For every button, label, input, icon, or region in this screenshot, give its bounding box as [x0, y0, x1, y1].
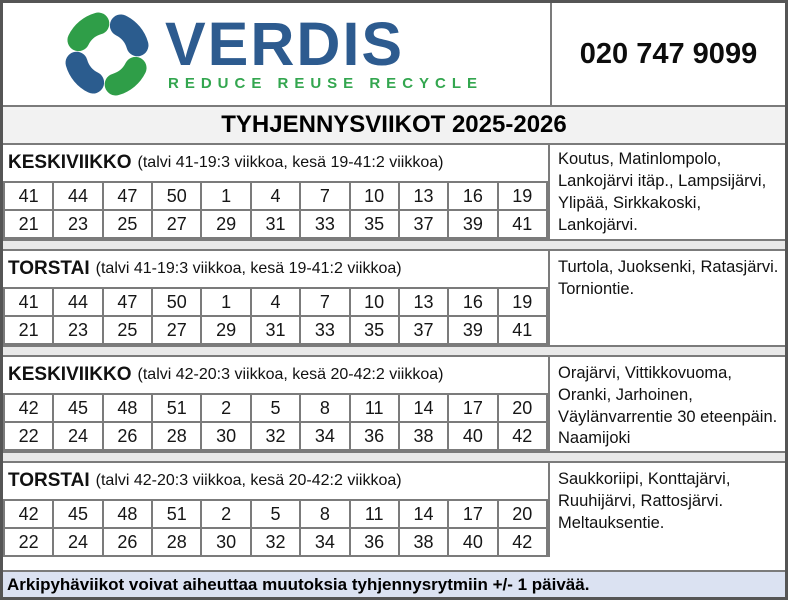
section-4-weeks-table	[3, 499, 548, 557]
section-4-schedule	[3, 463, 550, 557]
week-cell: 1	[201, 288, 250, 316]
week-cell: 25	[103, 210, 152, 238]
section-1-weeks-table	[3, 181, 548, 239]
section-3-weeks-table	[3, 393, 548, 451]
section-2-day: TORSTAI	[8, 258, 90, 279]
week-cell: 41	[4, 288, 53, 316]
section-1-schedule	[3, 145, 550, 239]
week-cell: 19	[498, 182, 547, 210]
verdis-logo-swirl-icon	[59, 6, 155, 102]
week-cell: 47	[103, 182, 152, 210]
week-cell: 5	[251, 394, 300, 422]
week-cell: 26	[103, 528, 152, 556]
week-cell: 51	[152, 394, 201, 422]
week-cell: 38	[399, 528, 448, 556]
week-cell: 48	[103, 500, 152, 528]
week-cell: 38	[399, 422, 448, 450]
week-cell: 17	[448, 394, 497, 422]
section-3-areas-text: Orajärvi, Vittikkovuoma, Oranki, Jarhoinen, Väylänvarrentie 30 eteenpäin. Naamijoki	[558, 364, 778, 448]
week-cell: 22	[4, 528, 53, 556]
section-2-areas-text: Turtola, Juoksenki, Ratasjärvi. Torniontie.	[558, 258, 779, 298]
week-cell: 7	[300, 182, 349, 210]
week-cell: 39	[448, 316, 497, 344]
week-row	[4, 422, 547, 450]
week-cell: 14	[399, 394, 448, 422]
week-cell: 5	[251, 500, 300, 528]
week-cell: 21	[4, 316, 53, 344]
week-cell: 21	[4, 210, 53, 238]
week-cell: 37	[399, 210, 448, 238]
section-1-areas	[550, 145, 785, 239]
week-cell: 29	[201, 316, 250, 344]
week-cell: 23	[53, 210, 102, 238]
week-cell: 30	[201, 528, 250, 556]
week-cell: 31	[251, 210, 300, 238]
section-4-areas-text: Saukkoriipi, Konttajärvi, Ruuhijärvi, Rattosjärvi. Meltauksentie.	[558, 470, 731, 532]
week-row	[4, 210, 547, 238]
brand-tagline: REDUCE REUSE RECYCLE	[168, 75, 484, 93]
week-cell: 20	[498, 500, 547, 528]
week-cell: 35	[350, 210, 399, 238]
week-cell: 8	[300, 394, 349, 422]
week-cell: 42	[4, 394, 53, 422]
week-cell: 25	[103, 316, 152, 344]
section-3-note: (talvi 42-20:3 viikkoa, kesä 20-42:2 viikkoa)	[137, 366, 444, 383]
week-cell: 11	[350, 394, 399, 422]
week-cell: 28	[152, 528, 201, 556]
brand-name: VERDIS	[165, 9, 405, 78]
week-cell: 40	[448, 528, 497, 556]
week-cell: 33	[300, 210, 349, 238]
schedule-section-1	[3, 145, 785, 239]
section-2-areas	[550, 251, 785, 345]
week-cell: 1	[201, 182, 250, 210]
page-title: TYHJENNYSVIIKOT 2025-2026	[3, 107, 785, 145]
week-cell: 51	[152, 500, 201, 528]
week-cell: 27	[152, 316, 201, 344]
section-3-schedule	[3, 357, 550, 451]
section-2-weeks-table	[3, 287, 548, 345]
week-row	[4, 316, 547, 344]
section-2-header	[3, 251, 548, 287]
week-cell: 50	[152, 288, 201, 316]
week-cell: 2	[201, 500, 250, 528]
week-cell: 39	[448, 210, 497, 238]
section-4-day: TORSTAI	[8, 470, 90, 491]
section-4-note: (talvi 42-20:3 viikkoa, kesä 20-42:2 viikkoa)	[95, 472, 402, 489]
week-cell: 20	[498, 394, 547, 422]
section-3-areas	[550, 357, 785, 451]
week-cell: 7	[300, 288, 349, 316]
schedule-section-3	[3, 357, 785, 451]
week-cell: 27	[152, 210, 201, 238]
schedule-section-2	[3, 251, 785, 345]
week-cell: 10	[350, 288, 399, 316]
week-cell: 41	[498, 316, 547, 344]
section-divider	[3, 239, 785, 251]
week-cell: 45	[53, 500, 102, 528]
week-cell: 34	[300, 422, 349, 450]
week-cell: 37	[399, 316, 448, 344]
week-cell: 36	[350, 422, 399, 450]
week-cell: 44	[53, 182, 102, 210]
section-divider	[3, 451, 785, 463]
week-row	[4, 528, 547, 556]
week-cell: 13	[399, 182, 448, 210]
week-cell: 32	[251, 422, 300, 450]
week-cell: 30	[201, 422, 250, 450]
week-cell: 48	[103, 394, 152, 422]
week-cell: 41	[4, 182, 53, 210]
week-row	[4, 394, 547, 422]
week-cell: 31	[251, 316, 300, 344]
week-cell: 10	[350, 182, 399, 210]
section-1-note: (talvi 41-19:3 viikkoa, kesä 19-41:2 viikkoa)	[137, 154, 444, 171]
week-cell: 24	[53, 528, 102, 556]
section-1-day: KESKIVIIKKO	[8, 152, 132, 173]
week-cell: 35	[350, 316, 399, 344]
week-row	[4, 288, 547, 316]
week-cell: 28	[152, 422, 201, 450]
week-cell: 29	[201, 210, 250, 238]
week-cell: 40	[448, 422, 497, 450]
week-row	[4, 182, 547, 210]
week-row	[4, 500, 547, 528]
week-cell: 19	[498, 288, 547, 316]
section-4-areas	[550, 463, 785, 557]
header	[3, 3, 785, 107]
section-3-header	[3, 357, 548, 393]
footer-note: Arkipyhäviikot voivat aiheuttaa muutoksia tyhjennysrytmiin +/- 1 päivää.	[3, 570, 785, 597]
week-cell: 11	[350, 500, 399, 528]
week-cell: 4	[251, 288, 300, 316]
week-cell: 32	[251, 528, 300, 556]
week-cell: 45	[53, 394, 102, 422]
schedule-section-4	[3, 463, 785, 557]
week-cell: 34	[300, 528, 349, 556]
phone-number: 020 747 9099	[550, 3, 785, 105]
week-cell: 44	[53, 288, 102, 316]
week-cell: 42	[498, 422, 547, 450]
week-cell: 16	[448, 182, 497, 210]
section-4-header	[3, 463, 548, 499]
section-1-areas-text: Koutus, Matinlompolo, Lankojärvi itäp., Lampsijärvi, Ylipää, Sirkkakoski, Lankojärvi.	[558, 150, 767, 234]
week-cell: 17	[448, 500, 497, 528]
week-cell: 4	[251, 182, 300, 210]
week-cell: 26	[103, 422, 152, 450]
week-cell: 47	[103, 288, 152, 316]
week-cell: 36	[350, 528, 399, 556]
section-1-header	[3, 145, 548, 181]
week-cell: 13	[399, 288, 448, 316]
week-cell: 50	[152, 182, 201, 210]
brand-text	[165, 9, 484, 93]
week-cell: 2	[201, 394, 250, 422]
week-cell: 14	[399, 500, 448, 528]
week-cell: 23	[53, 316, 102, 344]
section-divider	[3, 345, 785, 357]
week-cell: 24	[53, 422, 102, 450]
week-cell: 41	[498, 210, 547, 238]
week-cell: 33	[300, 316, 349, 344]
week-cell: 8	[300, 500, 349, 528]
section-2-schedule	[3, 251, 550, 345]
section-3-day: KESKIVIIKKO	[8, 364, 132, 385]
week-cell: 16	[448, 288, 497, 316]
brand-area	[3, 3, 550, 105]
week-cell: 22	[4, 422, 53, 450]
week-cell: 42	[4, 500, 53, 528]
section-2-note: (talvi 41-19:3 viikkoa, kesä 19-41:2 viikkoa)	[95, 260, 402, 277]
week-cell: 42	[498, 528, 547, 556]
